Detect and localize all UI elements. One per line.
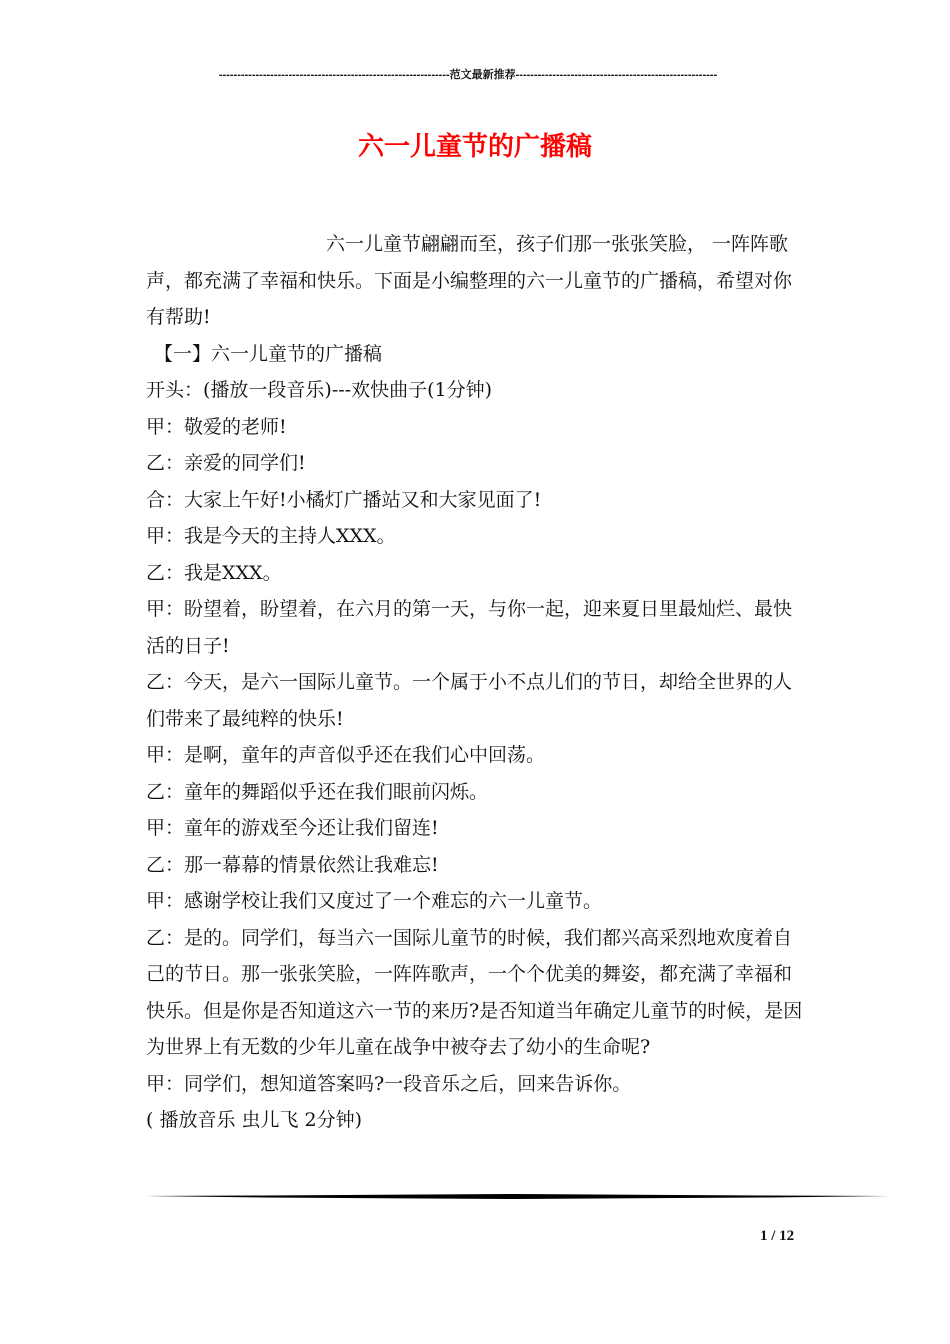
footer-rule — [144, 1194, 890, 1199]
script-lines — [146, 372, 810, 1139]
script-line: 甲：是啊，童年的声音似乎还在我们心中回荡。 — [146, 744, 546, 766]
page-header: ---------------------------------------------------------------范文最新推荐------------------------------------------------------- — [218, 69, 718, 81]
script-line: 合：大家上午好!小橘灯广播站又和大家见面了! — [146, 488, 542, 511]
script-line: 乙：亲爱的同学们! — [146, 452, 306, 474]
script-line: 开头：(播放一段音乐)---欢快曲子(1分钟) — [146, 379, 492, 401]
script-line: 乙：童年的舞蹈似乎还在我们眼前闪烁。 — [146, 780, 489, 803]
script-line: 甲：盼望着，盼望着，在六月的第一天，与你一起，迎来夏日里最灿烂、最快活的日子! — [146, 598, 793, 657]
script-line: 乙：是的。同学们，每当六一国际儿童节的时候，我们都兴高采烈地欢度着自己的节日。那一张张笑脸，一阵阵歌声，一个个优美的舞姿，都充满了幸福和快乐。但是你是否知道这六一节的来历?是否知道当年确定儿童节的时候，是因为世界上有无数的少年儿童在战争中被夺去了幼小的生命呢? — [146, 926, 803, 1058]
script-line: 乙：那一幕幕的情景依然让我难忘! — [146, 853, 439, 876]
script-line: 乙：今天，是六一国际儿童节。一个属于小不点儿们的节日，却给全世界的人们带来了最纯粹的快乐! — [146, 671, 793, 730]
document-title: 六一儿童节的广播稿 — [357, 132, 592, 162]
script-line: 甲：童年的游戏至今还让我们留连! — [146, 817, 439, 839]
intro-paragraph: 六一儿童节翩翩而至，孩子们那一张张笑脸， 一阵阵歌声，都充满了幸福和快乐。下面是小编整理的六一儿童节的广播稿，希望对你有帮助! — [146, 233, 793, 328]
script-line: 甲：敬爱的老师! — [146, 415, 287, 438]
section-heading: 【一】六一儿童节的广播稿 — [154, 342, 383, 365]
document-body — [146, 226, 810, 1139]
script-line: ( 播放音乐 虫儿飞 2分钟) — [146, 1109, 363, 1131]
script-line: 甲：同学们，想知道答案吗?一段音乐之后，回来告诉你。 — [146, 1072, 632, 1095]
page-number: 1 / 12 — [760, 1228, 795, 1244]
script-line: 甲：感谢学校让我们又度过了一个难忘的六一儿童节。 — [146, 890, 603, 912]
script-line: 乙：我是XXX。 — [146, 561, 282, 584]
script-line: 甲：我是今天的主持人XXX。 — [146, 525, 396, 547]
